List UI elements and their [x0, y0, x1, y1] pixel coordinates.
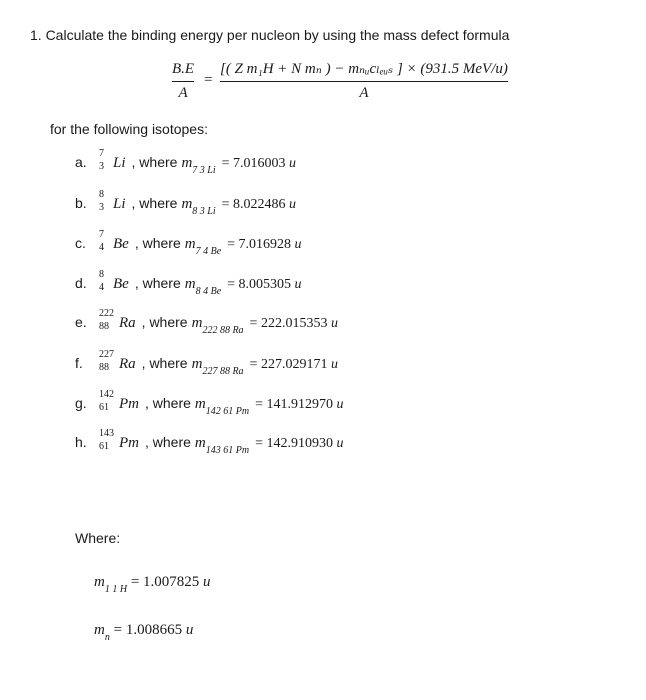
item-label: b. [75, 195, 87, 211]
mass-value: = 7.016928 u [227, 237, 302, 252]
mass-symbol: $m_{8 4 Be}$ [184, 276, 222, 297]
isotope-item [75, 189, 297, 217]
item-label: a. [75, 154, 87, 170]
isotope-symbol: 227 88 Ra [99, 349, 136, 373]
where-word: , where [141, 355, 188, 371]
isotope-symbol: 8 4 Be [99, 269, 129, 293]
item-label: g. [75, 395, 87, 411]
where-word: , where [131, 195, 178, 211]
where-word: , where [131, 154, 178, 170]
mass-symbol: $m_{227 88 Ra}$ [191, 356, 244, 377]
item-label: d. [75, 275, 87, 291]
mass-value: = 8.005305 u [227, 277, 302, 292]
rhs-numerator: [( Z m₁H + N mₙ ) − mₙᵤcₗₑᵤₛ ] × (931.5 MeV/u) [220, 61, 508, 77]
isotope-symbol: 8 3 Li [99, 189, 126, 213]
lhs-numerator: B.E [172, 61, 195, 77]
lhs-fraction [172, 60, 194, 103]
isotope-item [75, 349, 338, 377]
item-label: h. [75, 434, 87, 450]
neutron-mass-symbol: $m_n$ [94, 622, 110, 643]
where-word: , where [134, 235, 181, 251]
isotope-symbol: 222 88 Ra [99, 308, 136, 332]
where-word: , where [145, 434, 191, 450]
item-label: c. [75, 235, 86, 251]
isotope-item [75, 389, 344, 417]
mass-symbol: $m_{7 3 Li}$ [181, 155, 216, 176]
hydrogen-mass-unit: u [203, 574, 211, 590]
constant-hydrogen-mass: $m_{1 1 H} = 1.007825$ u [94, 574, 211, 595]
item-label: f. [75, 355, 83, 371]
mass-symbol: $m_{8 3 Li}$ [181, 196, 216, 217]
rhs-fraction [220, 60, 508, 103]
hydrogen-mass-value: 1.007825 [143, 574, 200, 590]
mass-value: = 227.029171 u [249, 357, 338, 372]
mass-symbol: $m_{7 4 Be}$ [184, 236, 222, 257]
isotope-item [75, 308, 338, 336]
isotope-item [75, 428, 344, 456]
where-word: , where [141, 314, 188, 330]
equals-sign: = [204, 72, 213, 88]
isotope-item [75, 229, 302, 257]
rhs-denominator: A [359, 85, 369, 101]
neutron-mass-value: 1.008665 [125, 622, 183, 638]
isotope-item [75, 269, 302, 297]
isotope-item [75, 148, 297, 176]
isotope-symbol: 142 61 Pm [99, 389, 139, 413]
mass-value: = 142.910930 u [255, 436, 344, 451]
hydrogen-mass-symbol: $m_{1 1 H}$ [94, 574, 128, 595]
isotope-symbol: 7 4 Be [99, 229, 129, 253]
where-word: , where [134, 275, 181, 291]
mass-value: = 7.016003 u [221, 156, 297, 171]
mass-symbol: $m_{142 61 Pm}$ [194, 396, 250, 417]
isotope-symbol: 143 61 Pm [99, 428, 139, 452]
mass-value: = 8.022486 u [221, 197, 297, 212]
lhs-denominator: A [178, 85, 188, 101]
mass-symbol: $m_{222 88 Ra}$ [191, 315, 244, 336]
where-word: , where [145, 395, 191, 411]
neutron-mass-unit: u [185, 622, 194, 638]
constant-neutron-mass: $m_n = 1.008665$ u [94, 622, 194, 643]
item-label: e. [75, 314, 87, 330]
isotope-symbol: 7 3 Li [99, 148, 126, 172]
mass-value: = 222.015353 u [249, 316, 338, 331]
where-label: Where: [75, 530, 121, 546]
mass-symbol: $m_{143 61 Pm}$ [194, 435, 250, 456]
mass-value: = 141.912970 u [255, 397, 344, 412]
question-text: 1. Calculate the binding energy per nucleon by using the mass defect formula [30, 27, 510, 43]
intro-text: for the following isotopes: [50, 121, 208, 137]
